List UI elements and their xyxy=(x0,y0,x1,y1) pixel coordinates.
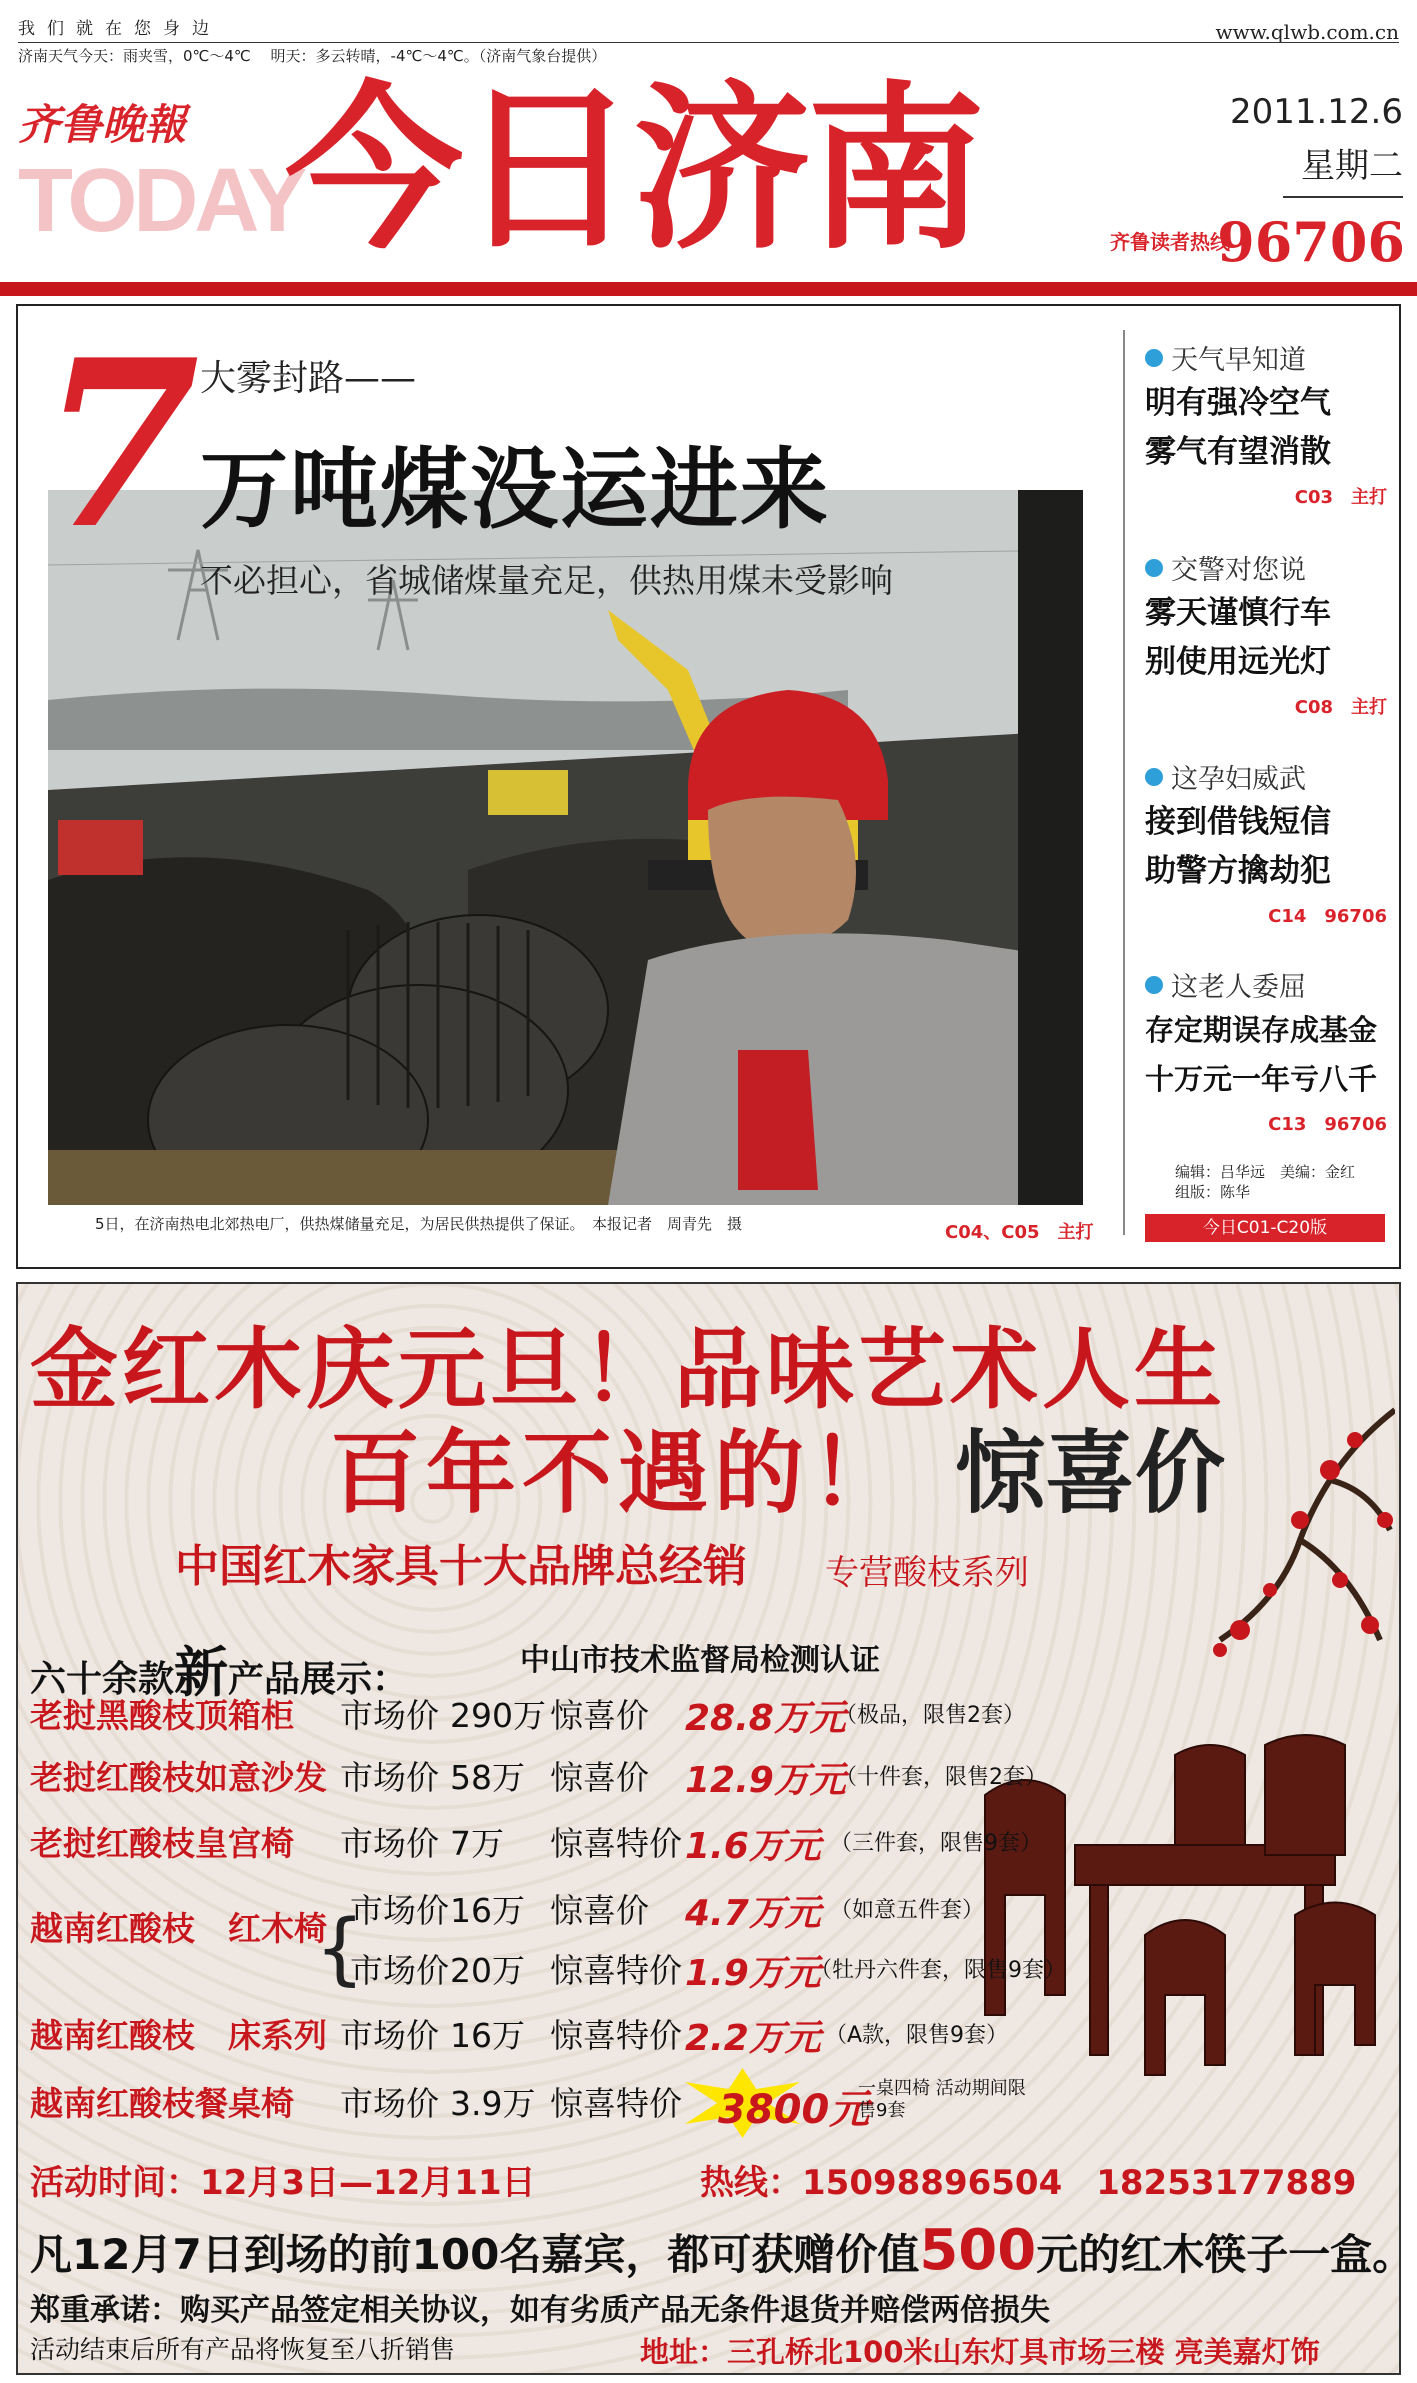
bullet-dot-icon xyxy=(1145,349,1163,367)
slogan: 我们就在您身边 xyxy=(18,19,221,39)
issue-weekday: 星期二 xyxy=(1301,146,1403,186)
furniture-icon xyxy=(965,1695,1385,2085)
market-value: 7万 xyxy=(450,1824,504,1863)
date-rule xyxy=(1283,196,1403,198)
surprise-label: 惊喜价 xyxy=(550,1696,649,1735)
market-label: 市场价 xyxy=(340,1824,439,1863)
market-value: 16万 xyxy=(450,2016,525,2055)
ad-brand-subline: 专营酸枝系列 xyxy=(825,1553,1029,1593)
market-label: 市场价 xyxy=(340,1758,439,1797)
sidebar-headline: 雾气有望消散 xyxy=(1145,434,1331,470)
editors-line: 组版：陈华 xyxy=(1175,1183,1251,1201)
promo-price: 2.2万元 xyxy=(685,2018,821,2059)
sidebar-page-ref: C08 主打 xyxy=(1294,697,1387,718)
surprise-label: 惊喜特价 xyxy=(550,1951,682,1990)
sidebar-item-weather[interactable] xyxy=(1145,338,1395,509)
sidebar-page-ref: C03 主打 xyxy=(1294,487,1387,508)
event-time: 活动时间：12月3日—12月11日 xyxy=(30,2163,536,2203)
ad-hotline[interactable]: 热线：15098896504 18253177889 xyxy=(700,2163,1357,2203)
sidebar-headline: 别使用远光灯 xyxy=(1145,644,1331,680)
story-kicker: 大雾封路—— xyxy=(200,358,417,399)
photo-caption: 5日，在济南热电北郊热电厂，供热煤储量充足，为居民供热提供了保证。 本报记者 周青先 摄 xyxy=(95,1215,743,1233)
editors-credit xyxy=(1175,1162,1355,1202)
product-name: 老挝红酸枝皇宫椅 xyxy=(30,1824,294,1863)
hotline-number: 96706 xyxy=(1217,210,1405,274)
masthead-red-band xyxy=(0,282,1417,296)
market-value: 58万 xyxy=(450,1758,525,1797)
price-note: （牡丹六件套，限售9套） xyxy=(810,1958,1066,1983)
story-page-ref[interactable]: C04、C05 主打 xyxy=(945,1222,1094,1243)
ad-certification: 中山市技术监督局检测认证 xyxy=(520,1643,880,1678)
issue-date: 2011.12.6 xyxy=(1229,92,1403,132)
surprise-label: 惊喜价 xyxy=(550,1891,649,1930)
price-note: （如意五件套） xyxy=(830,1898,985,1923)
ad-headline-2-emphasis: 惊喜价 xyxy=(955,1421,1225,1526)
sidebar-tag: 交警对您说 xyxy=(1171,555,1306,586)
market-label: 市场价 xyxy=(350,1951,449,1990)
story-headline[interactable]: 万吨煤没运进来 xyxy=(200,438,831,541)
product-name: 越南红酸枝 红木椅 xyxy=(30,1909,327,1948)
market-label: 市场价 xyxy=(340,1696,439,1735)
ad-address: 地址：三孔桥北100米山东灯具市场三楼 亮美嘉灯饰 xyxy=(640,2335,1320,2369)
sidebar-item-pregnant-woman[interactable] xyxy=(1145,757,1395,928)
price-note: （十件套，限售2套） xyxy=(835,1765,1047,1790)
product-name: 越南红酸枝 床系列 xyxy=(30,2016,327,2055)
market-label: 市场价 xyxy=(350,1891,449,1930)
today-logo: TODAY xyxy=(18,151,304,251)
price-note: （A款，限售9套） xyxy=(825,2023,1009,2048)
market-value: 3.9万 xyxy=(450,2084,536,2123)
gift-text: 凡12月7日到场的前100名嘉宾，都可获赠价值 xyxy=(30,2230,920,2279)
surprise-label: 惊喜特价 xyxy=(550,2084,682,2123)
product-name: 老挝黑酸枝顶箱柜 xyxy=(30,1696,294,1735)
gift-offer xyxy=(30,2218,1414,2283)
sidebar-tag: 天气早知道 xyxy=(1171,345,1306,376)
sidebar-page-ref: C13 96706 xyxy=(1268,1114,1387,1135)
newspaper-logo: 齐鲁晚報 xyxy=(18,100,187,149)
sidebar-headline: 助警方擒劫犯 xyxy=(1145,853,1331,889)
product-name: 老挝红酸枝如意沙发 xyxy=(30,1758,327,1797)
edition-bar: 今日C01-C20版 xyxy=(1145,1214,1385,1242)
price-note: （三件套，限售9套） xyxy=(830,1831,1042,1856)
market-value: 20万 xyxy=(450,1951,525,1990)
brace-icon: { xyxy=(315,1904,365,1994)
product-name: 越南红酸枝餐桌椅 xyxy=(30,2084,294,2123)
sidebar-headline: 接到借钱短信 xyxy=(1145,804,1331,840)
ad-brand-line: 中国红木家具十大品牌总经销 xyxy=(175,1541,747,1592)
bullet-dot-icon xyxy=(1145,559,1163,577)
promo-price: 28.8万元 xyxy=(685,1698,846,1739)
story-big-number: 7 xyxy=(40,310,201,580)
gift-value: 500 xyxy=(919,2218,1037,2283)
promo-price: 1.9万元 xyxy=(685,1953,821,1994)
surprise-label: 惊喜价 xyxy=(550,1758,649,1797)
surprise-label: 惊喜特价 xyxy=(550,2016,682,2055)
surprise-label: 惊喜特价 xyxy=(550,1824,682,1863)
ad-discount-note: 活动结束后所有产品将恢复至八折销售 xyxy=(30,2335,456,2364)
promo-price: 1.6万元 xyxy=(685,1826,821,1867)
website-url[interactable]: www.qlwb.com.cn xyxy=(1215,20,1399,44)
editors-line: 编辑：吕华远 美编：金红 xyxy=(1175,1163,1356,1181)
ad-show-a: 六十余款 xyxy=(30,1658,175,1700)
weather-line: 济南天气今天：雨夹雪，0℃～4℃ 明天：多云转晴，-4℃～4℃。（济南气象台提供） xyxy=(18,47,607,65)
sidebar-headline: 明有强冷空气 xyxy=(1145,385,1331,421)
market-label: 市场价 xyxy=(340,2084,439,2123)
bullet-dot-icon xyxy=(1145,976,1163,994)
top-rule xyxy=(18,42,1399,43)
sidebar-rule xyxy=(1123,330,1125,1235)
price-note: 一桌四椅 活动期间限售9套 xyxy=(858,2078,1026,2121)
market-value: 290万 xyxy=(450,1696,546,1735)
ad-headline-1: 金红木庆元旦！品味艺术人生 xyxy=(30,1318,1227,1421)
price-note: （极品，限售2套） xyxy=(835,1703,1025,1728)
promo-price: 12.9万元 xyxy=(685,1760,846,1801)
gift-text: 元的红木筷子一盒。 xyxy=(1036,2230,1415,2279)
sidebar-headline: 雾天谨慎行车 xyxy=(1145,595,1331,631)
ad-show-new: 新 xyxy=(174,1640,229,1704)
sidebar-page-ref: C14 96706 xyxy=(1268,906,1387,927)
sidebar-tag: 这老人委屈 xyxy=(1171,972,1306,1003)
sidebar-tag: 这孕妇威武 xyxy=(1171,764,1306,795)
ad-promise: 郑重承诺：购买产品签定相关协议，如有劣质产品无条件退货并赔偿两倍损失 xyxy=(30,2293,1050,2328)
ad-headline-2: 百年不遇的！ xyxy=(330,1421,906,1526)
sidebar-headline: 十万元一年亏八千 xyxy=(1145,1062,1378,1096)
sidebar-item-traffic[interactable] xyxy=(1145,548,1395,719)
promo-price: 3800元 xyxy=(718,2087,870,2133)
promo-price: 4.7万元 xyxy=(685,1893,821,1934)
bullet-dot-icon xyxy=(1145,768,1163,786)
ad-show-b: 产品展示： xyxy=(228,1658,409,1700)
sidebar-headline: 存定期误存成基金 xyxy=(1145,1013,1378,1047)
hotline-label: 齐鲁读者热线 xyxy=(1110,230,1230,254)
market-value: 16万 xyxy=(450,1891,525,1930)
sidebar-item-elderly[interactable] xyxy=(1145,965,1395,1136)
market-label: 市场价 xyxy=(340,2016,439,2055)
story-deck: 不必担心，省城储煤量充足，供热用煤未受影响 xyxy=(200,561,893,600)
section-title: 今日济南 xyxy=(285,64,981,273)
